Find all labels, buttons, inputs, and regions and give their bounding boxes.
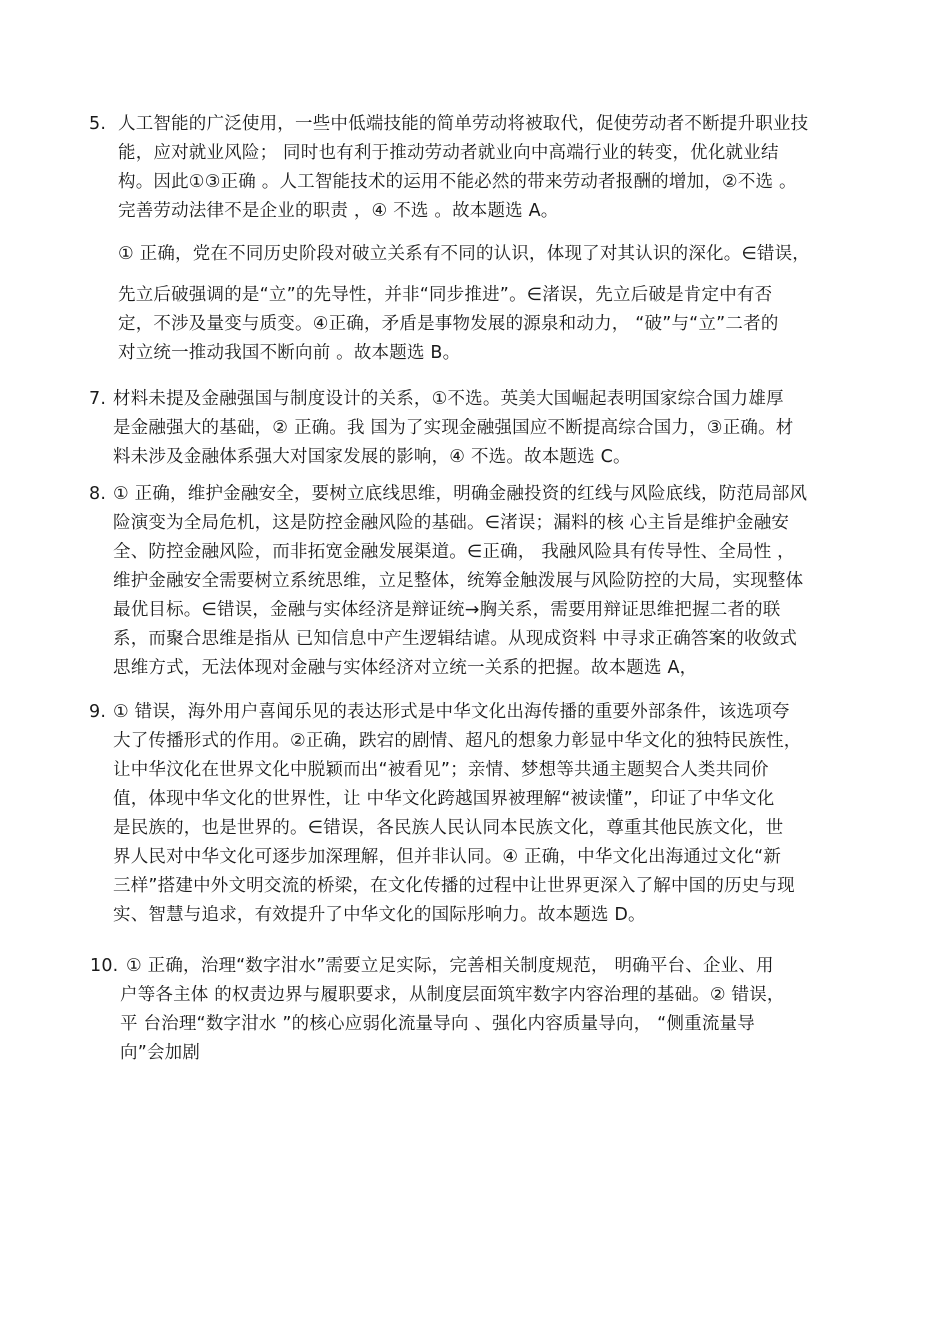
item-line: 先立后破强调的是“立”的先导性，并非“同步推进”。∈渚误，先立后破是肯定中有否 (118, 285, 773, 305)
item-line: 向”会加剧 (120, 1043, 201, 1063)
item-number: 9. (89, 702, 107, 722)
item-line: 系，而聚合思维是指从 已知信息中产生逻辑结谑。从现成资料 中寻求正确答案的收敛式 (113, 629, 798, 649)
item-line: 构。因此①③正确 。人工智能技术的运用不能必然的带来劳动者报酬的增加，②不选 。 (118, 172, 797, 192)
item-number: 10. (90, 956, 119, 976)
item-number: 8. (89, 484, 107, 504)
answer-item-6 (118, 240, 810, 368)
answer-item-9 (89, 698, 802, 930)
item-line: 让中华汶化在世界文化中脱颖而出“被看见”；亲情、梦想等共通主题契合人类共同价 (113, 760, 769, 780)
answer-item-5 (89, 110, 809, 226)
item-line: 全、防控金融风险，而非拓宽金融发展渠道。∈正确， 我融风险具有传导性、全局性 ， (113, 542, 795, 562)
answer-item-10 (90, 952, 785, 1068)
item-line: 界人民对中华文化可逐步加深理解，但并非认同。④ 正确，中华文化出海通过文化“新 (113, 847, 782, 867)
answer-item-8 (89, 480, 808, 683)
item-line: 实、智慧与追求，有效提升了中华文化的国际彤响力。故本题选 D。 (113, 905, 646, 925)
item-line: ① 正确，治理“数字泔水”需要立足实际，完善相关制度规范， 明确平台、企业、用 (126, 956, 774, 976)
item-line: 维护金融安全需要树立系统思维，立足整体，统筹金触泼展与风险防控的大局，实现整体 (113, 571, 804, 591)
item-line: 值，体现中华文化的世界性，让 中华文化跨越国界被理解“被读懂”，印证了中华文化 (113, 789, 775, 809)
item-line: 思维方式，无法体现对金融与实体经济对立统一关系的把握。故本题选 A， (113, 658, 698, 678)
item-line: 完善劳动法律不是企业的职责 ，④ 不选 。故本题选 A。 (118, 201, 559, 221)
item-line: 户等各主体 的权责边界与履职要求，从制度层面筑牢数字内容治理的基础。② 错误， (120, 985, 785, 1005)
item-line: ① 正确，党在不同历史阶段对破立关系有不同的认识，体现了对其认识的深化。∈错误， (118, 244, 810, 264)
item-line: 人工智能的广泛使用，一些中低端技能的简单劳动将被取代，促使劳动者不断提升职业技 (118, 114, 809, 134)
item-line: 能，应对就业风险； 同时也有利于推动劳动者就业向中高端行业的转变，优化就业结 (118, 143, 779, 163)
item-number: 7. (89, 389, 107, 409)
item-line: 是民族的，也是世界的。∈错误，各民族人民认同本民族文化，尊重其他民族文化，世 (113, 818, 784, 838)
item-line: 对立统一推动我国不断向前 。故本题选 B。 (118, 343, 461, 363)
item-line: ① 错误，海外用户喜闻乐见的表达形式是中华文化出海传播的重要外部条件，该选项夸 (113, 702, 790, 722)
answer-item-7 (89, 385, 794, 472)
item-line: 最优目标。∈错误，金融与实体经济是辩证统→胸关系，需要用辩证思维把握二者的联 (113, 600, 781, 620)
item-line: 料未涉及金融体系强大对国家发展的影响，④ 不选。故本题选 C。 (113, 447, 631, 467)
item-line: 是金融强大的基础，② 正确。我 国为了实现金融强国应不断提高综合国力，③正确。材 (113, 418, 794, 438)
item-line: 险演变为全局危机，这是防控金融风险的基础。∈渚误；漏料的核 心主旨是维护金融安 (113, 513, 790, 533)
item-line: 大了传播形式的作用。②正确，跌宕的剧情、超凡的想象力彰显中华文化的独特民族性， (113, 731, 802, 751)
item-line: 平 台治理“数字泔水 ”的核心应弱化流量导向 、强化内容质量导向， “侧重流量导 (120, 1014, 755, 1034)
item-line: ① 正确，维护金融安全，要树立底线思维，明确金融投资的红线与风险底线，防范局部风 (113, 484, 808, 504)
item-line: 材料未提及金融强国与制度设计的关系，①不选。英美大国崛起表明国家综合国力雄厚 (113, 389, 784, 409)
item-line: 三样”搭建中外文明交流的桥梁，在文化传播的过程中让世界更深入了解中国的历史与现 (113, 876, 795, 896)
item-line: 定，不涉及量变与质变。④正确，矛盾是事物发展的源泉和动力， “破”与“立”二者的 (118, 314, 779, 334)
item-number: 5. (89, 114, 107, 134)
